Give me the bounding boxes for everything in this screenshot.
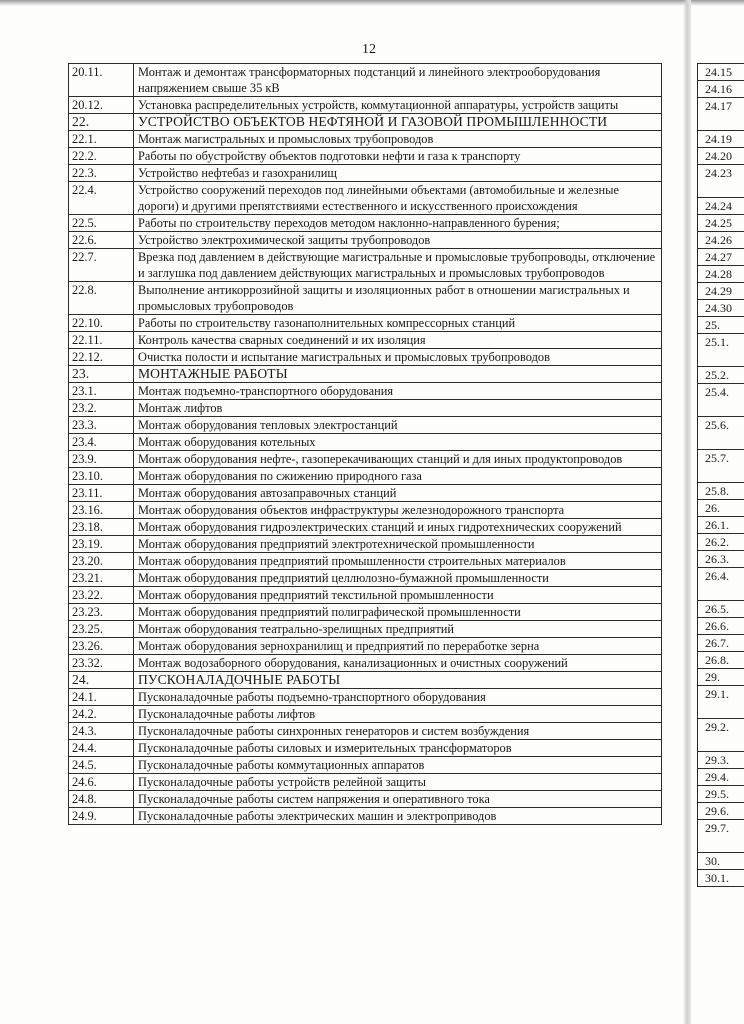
adjacent-item-number: 25.4.: [698, 384, 744, 417]
adjacent-item-number: 30.1.: [698, 870, 744, 887]
item-number: 22.11.: [69, 332, 134, 349]
item-number: 20.12.: [69, 97, 134, 114]
adjacent-item-number: 29.6.: [698, 803, 744, 820]
item-number: 22.: [69, 114, 134, 131]
adjacent-item-number: 29.4.: [698, 769, 744, 786]
item-number: 24.1.: [69, 689, 134, 706]
adjacent-table-row: [698, 500, 744, 517]
work-type: Монтаж лифтов: [134, 400, 662, 417]
table-row: [69, 232, 662, 249]
work-type: Пусконаладочные работы силовых и измерительных трансформаторов: [134, 740, 662, 757]
table-row: [69, 282, 662, 315]
work-type: Работы по строительству переходов методом наклонно-направленного бурения;: [134, 215, 662, 232]
work-type: Монтаж оборудования предприятий промышленности строительных материалов: [134, 553, 662, 570]
item-number: 24.5.: [69, 757, 134, 774]
table-row: [69, 97, 662, 114]
work-type: Монтаж оборудования предприятий текстильной промышленности: [134, 587, 662, 604]
page-number: 12: [362, 42, 376, 57]
adjacent-item-number: 26.2.: [698, 534, 744, 551]
adjacent-table-row: [698, 384, 744, 417]
adjacent-item-number: 25.6.: [698, 417, 744, 450]
item-number: 23.: [69, 366, 134, 383]
work-type: Монтаж оборудования театрально-зрелищных предприятий: [134, 621, 662, 638]
adjacent-table-row: [698, 215, 744, 232]
item-number: 23.21.: [69, 570, 134, 587]
work-type: Пусконаладочные работы подъемно-транспортного оборудования: [134, 689, 662, 706]
adjacent-item-number: 26.5.: [698, 601, 744, 618]
adjacent-item-number: 24.27: [698, 249, 744, 266]
table-row: [69, 434, 662, 451]
work-type: Пусконаладочные работы электрических машин и электроприводов: [134, 808, 662, 825]
work-type: Пусконаладочные работы лифтов: [134, 706, 662, 723]
item-number: 24.: [69, 672, 134, 689]
item-number: 22.2.: [69, 148, 134, 165]
work-type: Монтаж оборудования тепловых электростанций: [134, 417, 662, 434]
adjacent-item-number: 24.19: [698, 131, 744, 148]
adjacent-table-row: [698, 148, 744, 165]
work-type: Устройство электрохимической защиты трубопроводов: [134, 232, 662, 249]
adjacent-table-row: [698, 769, 744, 786]
work-type: Пусконаладочные работы систем напряжения и оперативного тока: [134, 791, 662, 808]
adjacent-table-row: [698, 752, 744, 769]
adjacent-item-number: 26.6.: [698, 618, 744, 635]
adjacent-item-number: 24.29: [698, 283, 744, 300]
section-title: МОНТАЖНЫЕ РАБОТЫ: [134, 366, 662, 383]
table-row: [69, 638, 662, 655]
item-number: 23.26.: [69, 638, 134, 655]
item-number: 22.7.: [69, 249, 134, 282]
table-row: [69, 723, 662, 740]
table-row: [69, 502, 662, 519]
work-type: Монтаж подъемно-транспортного оборудования: [134, 383, 662, 400]
table-row: [69, 64, 662, 97]
adjacent-table-row: [698, 165, 744, 198]
adjacent-table-row: [698, 686, 744, 719]
adjacent-item-number: 24.25: [698, 215, 744, 232]
table-row: [69, 553, 662, 570]
adjacent-item-number: 24.15: [698, 64, 744, 81]
item-number: 23.9.: [69, 451, 134, 468]
work-type: Монтаж оборудования предприятий целлюлозно-бумажной промышленности: [134, 570, 662, 587]
adjacent-table-row: [698, 283, 744, 300]
works-table-body: [69, 64, 662, 825]
work-type: Установка распределительных устройств, коммутационной аппаратуры, устройств защиты: [134, 97, 662, 114]
adjacent-item-number: 29.: [698, 669, 744, 686]
table-row: [69, 468, 662, 485]
item-number: 22.1.: [69, 131, 134, 148]
adjacent-table-row: [698, 618, 744, 635]
item-number: 23.18.: [69, 519, 134, 536]
table-row: [69, 791, 662, 808]
work-type: Устройство нефтебаз и газохранилищ: [134, 165, 662, 182]
item-number: 22.6.: [69, 232, 134, 249]
adjacent-item-number: 29.7.: [698, 820, 744, 853]
table-row: [69, 621, 662, 638]
work-type: Монтаж оборудования объектов инфраструктуры железнодорожного транспорта: [134, 502, 662, 519]
table-row: [69, 165, 662, 182]
work-type: Пусконаладочные работы устройств релейной защиты: [134, 774, 662, 791]
adjacent-table-row: [698, 652, 744, 669]
adjacent-item-number: 24.23: [698, 165, 744, 198]
table-row: [69, 604, 662, 621]
adjacent-item-number: 25.1.: [698, 334, 744, 367]
work-type: Работы по строительству газонаполнительных компрессорных станций: [134, 315, 662, 332]
item-number: 23.23.: [69, 604, 134, 621]
item-number: 23.16.: [69, 502, 134, 519]
adjacent-page-table: [697, 63, 744, 887]
table-row: [69, 774, 662, 791]
item-number: 20.11.: [69, 64, 134, 97]
adjacent-table-row: [698, 853, 744, 870]
item-number: 23.10.: [69, 468, 134, 485]
adjacent-table-row: [698, 786, 744, 803]
adjacent-item-number: 29.1.: [698, 686, 744, 719]
adjacent-table-row: [698, 669, 744, 686]
table-row: [69, 519, 662, 536]
adjacent-table-row: [698, 568, 744, 601]
item-number: 23.2.: [69, 400, 134, 417]
work-type: Работы по обустройству объектов подготовки нефти и газа к транспорту: [134, 148, 662, 165]
table-row: [69, 400, 662, 417]
table-row: [69, 148, 662, 165]
item-number: 22.4.: [69, 182, 134, 215]
item-number: 24.3.: [69, 723, 134, 740]
works-table: [68, 63, 662, 825]
work-type: Очистка полости и испытание магистральных и промысловых трубопроводов: [134, 349, 662, 366]
adjacent-table-row: [698, 317, 744, 334]
item-number: 23.25.: [69, 621, 134, 638]
adjacent-table-row: [698, 367, 744, 384]
work-type: Монтаж оборудования зернохранилищ и предприятий по переработке зерна: [134, 638, 662, 655]
work-type: Монтаж оборудования гидроэлектрических станций и иных гидротехнических сооружений: [134, 519, 662, 536]
work-type: Монтаж оборудования автозаправочных станций: [134, 485, 662, 502]
item-number: 24.9.: [69, 808, 134, 825]
adjacent-table-row: [698, 98, 744, 131]
table-row: [69, 808, 662, 825]
section-title: УСТРОЙСТВО ОБЪЕКТОВ НЕФТЯНОЙ И ГАЗОВОЙ ПРОМЫШЛЕННОСТИ: [134, 114, 662, 131]
table-row: [69, 740, 662, 757]
item-number: 23.1.: [69, 383, 134, 400]
section-header-row: [69, 366, 662, 383]
work-type: Монтаж магистральных и промысловых трубопроводов: [134, 131, 662, 148]
adjacent-table-row: [698, 635, 744, 652]
adjacent-item-number: 24.24: [698, 198, 744, 215]
item-number: 24.8.: [69, 791, 134, 808]
table-row: [69, 215, 662, 232]
work-type: Пусконаладочные работы синхронных генераторов и систем возбуждения: [134, 723, 662, 740]
table-row: [69, 485, 662, 502]
adjacent-table-row: [698, 266, 744, 283]
work-type: Монтаж оборудования предприятий электротехнической промышленности: [134, 536, 662, 553]
adjacent-table-row: [698, 450, 744, 483]
item-number: 23.3.: [69, 417, 134, 434]
adjacent-table-row: [698, 198, 744, 215]
table-row: [69, 451, 662, 468]
item-number: 24.4.: [69, 740, 134, 757]
item-number: 23.20.: [69, 553, 134, 570]
adjacent-table-row: [698, 249, 744, 266]
work-type: Монтаж водозаборного оборудования, канализационных и очистных сооружений: [134, 655, 662, 672]
item-number: 23.32.: [69, 655, 134, 672]
adjacent-item-number: 26.4.: [698, 568, 744, 601]
work-type: Устройство сооружений переходов под линейными объектами (автомобильные и железные дороги) и другими препятствиями естественного и искусственного происхождения: [134, 182, 662, 215]
table-row: [69, 757, 662, 774]
item-number: 22.3.: [69, 165, 134, 182]
adjacent-table-row: [698, 81, 744, 98]
item-number: 23.11.: [69, 485, 134, 502]
item-number: 24.6.: [69, 774, 134, 791]
adjacent-item-number: 24.16: [698, 81, 744, 98]
adjacent-item-number: 29.5.: [698, 786, 744, 803]
table-row: [69, 706, 662, 723]
section-header-row: [69, 672, 662, 689]
work-type: Монтаж оборудования котельных: [134, 434, 662, 451]
scan-top-edge: [0, 0, 744, 6]
adjacent-table-row: [698, 131, 744, 148]
table-row: [69, 570, 662, 587]
work-type: Монтаж оборудования нефте-, газоперекачивающих станций и для иных продуктопроводов: [134, 451, 662, 468]
table-row: [69, 349, 662, 366]
adjacent-table-row: [698, 551, 744, 568]
adjacent-item-number: 25.: [698, 317, 744, 334]
adjacent-page-table-body: [698, 64, 744, 887]
adjacent-table-row: [698, 483, 744, 500]
work-type: Монтаж и демонтаж трансформаторных подстанций и линейного электрооборудования напряжением свыше 35 кВ: [134, 64, 662, 97]
table-row: [69, 131, 662, 148]
adjacent-item-number: 26.1.: [698, 517, 744, 534]
table-row: [69, 315, 662, 332]
adjacent-item-number: 26.8.: [698, 652, 744, 669]
adjacent-table-row: [698, 300, 744, 317]
adjacent-item-number: 25.7.: [698, 450, 744, 483]
adjacent-table-row: [698, 517, 744, 534]
item-number: 23.22.: [69, 587, 134, 604]
table-row: [69, 332, 662, 349]
adjacent-item-number: 24.26: [698, 232, 744, 249]
adjacent-table-row: [698, 64, 744, 81]
adjacent-item-number: 25.2.: [698, 367, 744, 384]
table-row: [69, 689, 662, 706]
adjacent-item-number: 24.20: [698, 148, 744, 165]
adjacent-table-row: [698, 719, 744, 752]
adjacent-item-number: 29.3.: [698, 752, 744, 769]
work-type: Пусконаладочные работы коммутационных аппаратов: [134, 757, 662, 774]
adjacent-table-row: [698, 803, 744, 820]
table-row: [69, 182, 662, 215]
adjacent-item-number: 26.3.: [698, 551, 744, 568]
adjacent-item-number: 24.28: [698, 266, 744, 283]
adjacent-table-row: [698, 417, 744, 450]
table-row: [69, 383, 662, 400]
adjacent-item-number: 26.: [698, 500, 744, 517]
adjacent-item-number: 24.30: [698, 300, 744, 317]
work-type: Монтаж оборудования по сжижению природного газа: [134, 468, 662, 485]
item-number: 22.5.: [69, 215, 134, 232]
adjacent-item-number: 30.: [698, 853, 744, 870]
adjacent-item-number: 29.2.: [698, 719, 744, 752]
item-number: 24.2.: [69, 706, 134, 723]
item-number: 22.8.: [69, 282, 134, 315]
section-header-row: [69, 114, 662, 131]
table-row: [69, 587, 662, 604]
adjacent-table-row: [698, 232, 744, 249]
adjacent-item-number: 26.7.: [698, 635, 744, 652]
work-type: Выполнение антикоррозийной защиты и изоляционных работ в отношении магистральных и промысловых трубопроводов: [134, 282, 662, 315]
work-type: Контроль качества сварных соединений и их изоляция: [134, 332, 662, 349]
table-row: [69, 536, 662, 553]
item-number: 22.10.: [69, 315, 134, 332]
item-number: 22.12.: [69, 349, 134, 366]
table-row: [69, 249, 662, 282]
work-type: Монтаж оборудования предприятий полиграфической промышленности: [134, 604, 662, 621]
table-row: [69, 655, 662, 672]
adjacent-table-row: [698, 820, 744, 853]
item-number: 23.19.: [69, 536, 134, 553]
adjacent-table-row: [698, 534, 744, 551]
adjacent-table-row: [698, 334, 744, 367]
adjacent-table-row: [698, 870, 744, 887]
section-title: ПУСКОНАЛАДОЧНЫЕ РАБОТЫ: [134, 672, 662, 689]
table-row: [69, 417, 662, 434]
adjacent-item-number: 25.8.: [698, 483, 744, 500]
adjacent-item-number: 24.17: [698, 98, 744, 131]
item-number: 23.4.: [69, 434, 134, 451]
work-type: Врезка под давлением в действующие магистральные и промысловые трубопроводы, отключение и заглушка под давлением действующих магистральных и промысловых трубопроводов: [134, 249, 662, 282]
adjacent-table-row: [698, 601, 744, 618]
page-fold-shadow: [683, 0, 691, 1024]
